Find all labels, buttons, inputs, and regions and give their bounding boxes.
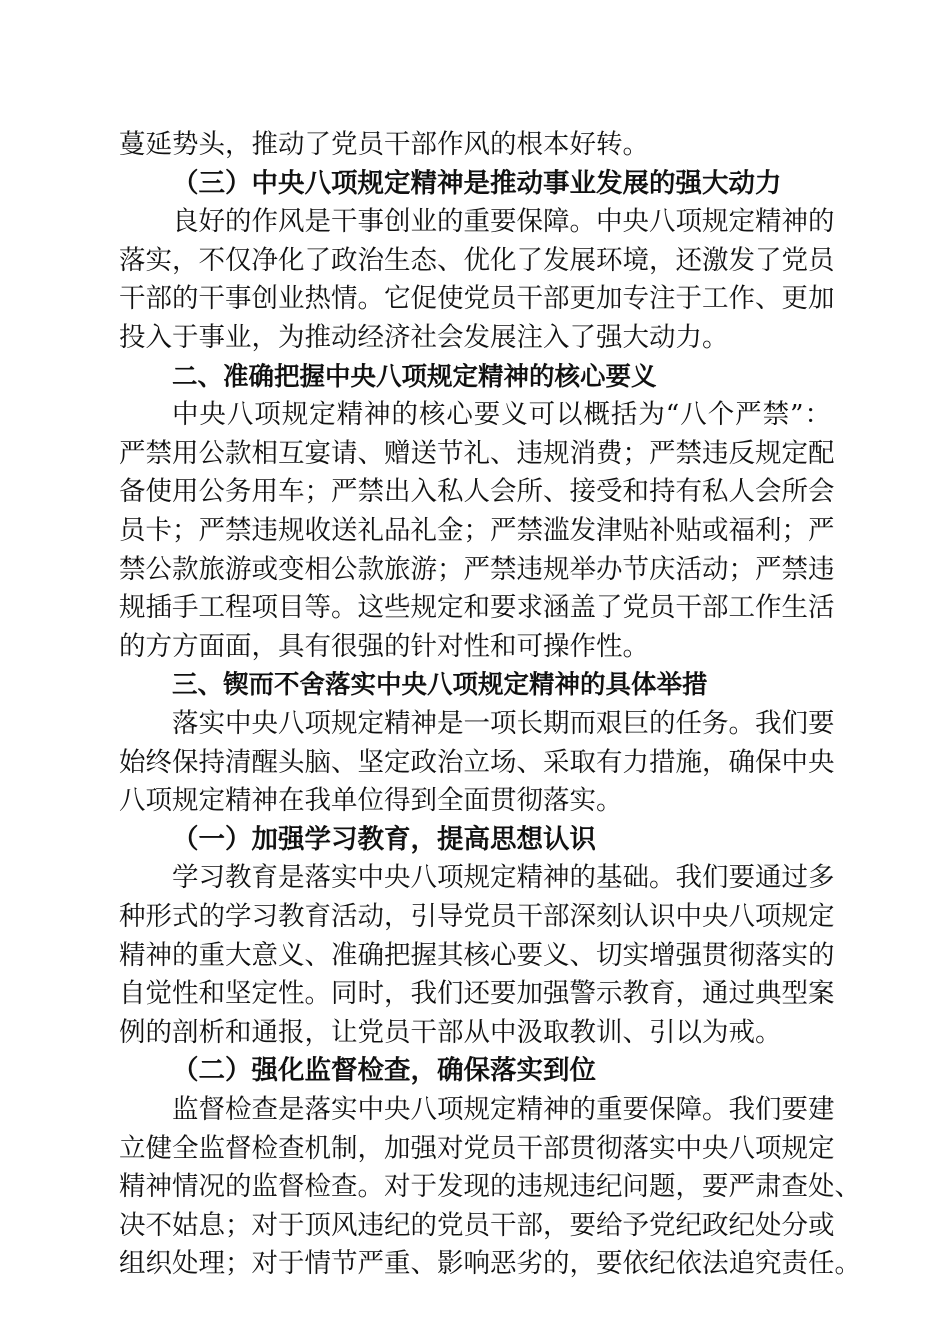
text-line: 始终保持清醒头脑、坚定政治立场、采取有力措施，确保中央: [119, 746, 835, 778]
section-heading: 二、准确把握中央八项规定精神的核心要义: [172, 361, 657, 392]
text-line: 蔓延势头，推动了党员干部作风的根本好转。: [119, 129, 649, 160]
text-line: 八项规定精神在我单位得到全面贯彻落实。: [119, 785, 623, 817]
text-line: 干部的干事创业热情。它促使党员干部更加专注于工作、更加: [119, 283, 835, 315]
paragraph-first-line: 落实中央八项规定精神是一项长期而艰巨的任务。我们要: [172, 708, 835, 739]
paragraph-first-line: 监督检查是落实中央八项规定精神的重要保障。我们要建: [172, 1094, 835, 1125]
subheading-line: （二）强化监督检查，确保落实到位: [172, 1055, 596, 1087]
text-line: 精神情况的监督检查。对于发现的违规违纪问题，要严肃查处、: [119, 1171, 861, 1203]
text-line: 组织处理；对于情节严重、影响恶劣的，要依纪依法追究责任。: [119, 1248, 861, 1280]
text-line: 例的剖析和通报，让党员干部从中汲取教训、引以为戒。: [119, 1016, 782, 1048]
text-line: 精神的重大意义、准确把握其核心要义、切实增强贯彻落实的: [119, 939, 835, 971]
text-line: 投入于事业，为推动经济社会发展注入了强大动力。: [119, 322, 729, 353]
paragraph-first-line: 学习教育是落实中央八项规定精神的基础。我们要通过多: [172, 862, 835, 894]
text-line: 规插手工程项目等。这些规定和要求涵盖了党员干部工作生活: [119, 592, 835, 624]
subheading-line: （三）中央八项规定精神是推动事业发展的强大动力: [172, 167, 782, 199]
paragraph-first-line: 良好的作风是干事创业的重要保障。中央八项规定精神的: [172, 206, 835, 238]
text-line: 严禁用公款相互宴请、赠送节礼、违规消费；严禁违反规定配: [119, 437, 835, 469]
text-line: 备使用公务用车；严禁出入私人会所、接受和持有私人会所会: [119, 476, 835, 508]
section-heading: 三、锲而不舍落实中央八项规定精神的具体举措: [172, 670, 708, 701]
subheading-line: （一）加强学习教育，提高思想认识: [172, 823, 596, 855]
text-line: 员卡；严禁违规收送礼品礼金；严禁滥发津贴补贴或福利；严: [119, 515, 835, 546]
text-line: 禁公款旅游或变相公款旅游；严禁违规举办节庆活动；严禁违: [119, 553, 835, 585]
text-line: 种形式的学习教育活动，引导党员干部深刻认识中央八项规定: [119, 901, 835, 932]
text-line: 决不姑息；对于顶风违纪的党员干部，要给予党纪政纪处分或: [119, 1209, 835, 1241]
paragraph-first-line: 中央八项规定精神的核心要义可以概括为“八个严禁”：: [172, 399, 831, 431]
text-line: 立健全监督检查机制，加强对党员干部贯彻落实中央八项规定: [119, 1132, 835, 1164]
text-line: 的方方面面，具有很强的针对性和可操作性。: [119, 630, 649, 662]
text-line: 自觉性和坚定性。同时，我们还要加强警示教育，通过典型案: [119, 978, 835, 1010]
text-line: 落实，不仅净化了政治生态、优化了发展环境，还激发了党员: [119, 244, 835, 276]
